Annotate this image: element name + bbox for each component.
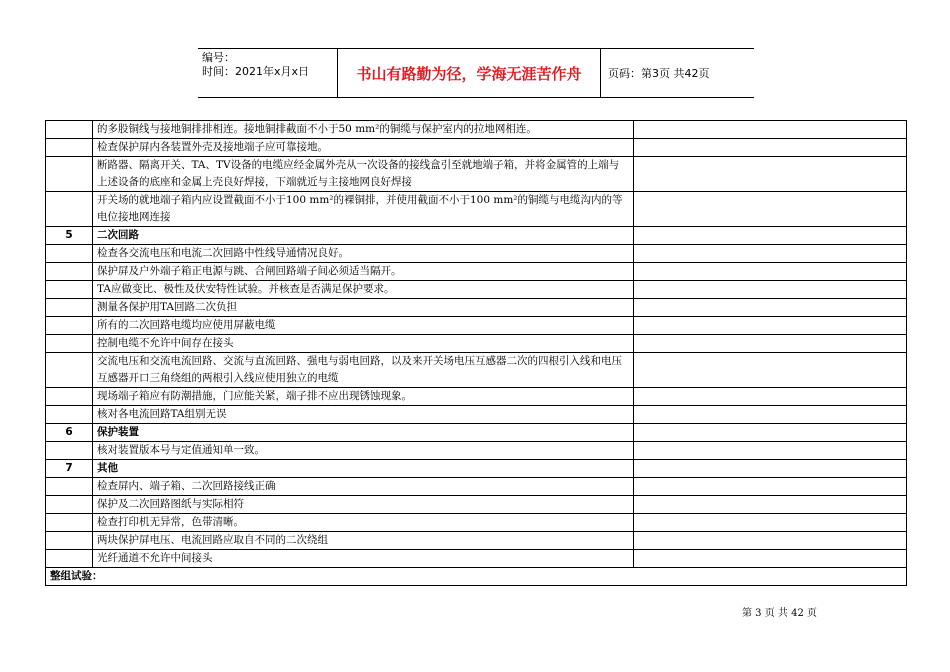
- header-page-number: 页码：第3页 共42页: [608, 67, 710, 80]
- table-row: [46, 478, 907, 496]
- result-cell: [634, 317, 907, 335]
- check-item-text: 保护屏及户外端子箱正电源与跳、合闸回路端子间必须适当隔开。: [93, 263, 634, 281]
- result-cell: [634, 227, 907, 245]
- result-cell: [634, 299, 907, 317]
- row-number: [46, 157, 93, 192]
- table-row: [46, 281, 907, 299]
- table-row: [46, 263, 907, 281]
- document-number-label: 编号：: [202, 51, 235, 64]
- check-item-text: 测量各保护用TA回路二次负担: [93, 299, 634, 317]
- check-item-text: 的多股铜线与接地铜排排相连。接地铜排截面不小于50 mm²的铜缆与保护室内的拉地网相连。: [93, 121, 634, 139]
- check-item-text: 保护及二次回路图纸与实际相符: [93, 496, 634, 514]
- row-number: [46, 299, 93, 317]
- check-item-text: 现场端子箱应有防潮措施，门应能关紧，端子排不应出现锈蚀现象。: [93, 388, 634, 406]
- result-cell: [634, 121, 907, 139]
- table-row: [46, 299, 907, 317]
- page-header: [198, 48, 754, 98]
- table-row: [46, 317, 907, 335]
- result-cell: [634, 263, 907, 281]
- table-row: [46, 353, 907, 388]
- row-number: [46, 496, 93, 514]
- table-row: [46, 514, 907, 532]
- result-cell: [634, 192, 907, 227]
- check-item-text: 断路器、隔离开关、TA、TV设备的电缆应经金属外壳从一次设备的接线盒引至就地端子箱，并将金属管的上端与上述设备的底座和金属上壳良好焊接，下端就近与主接地网良好焊接: [93, 157, 634, 192]
- result-cell: [634, 388, 907, 406]
- row-number: [46, 317, 93, 335]
- row-number: [46, 442, 93, 460]
- row-number: [46, 550, 93, 568]
- result-cell: [634, 478, 907, 496]
- row-number: [46, 353, 93, 388]
- row-number: [46, 335, 93, 353]
- row-number: [46, 388, 93, 406]
- result-cell: [634, 406, 907, 424]
- section-row: [46, 424, 907, 442]
- row-number: [46, 121, 93, 139]
- check-item-text: 控制电缆不允许中间存在接头: [93, 335, 634, 353]
- row-number: 6: [46, 424, 93, 442]
- check-item-text: 检查打印机无异常，色带清晰。: [93, 514, 634, 532]
- table-row: [46, 245, 907, 263]
- table-row: [46, 139, 907, 157]
- result-cell: [634, 442, 907, 460]
- result-cell: [634, 353, 907, 388]
- table-row: [46, 388, 907, 406]
- section-title: 其他: [93, 460, 634, 478]
- table-row: [46, 192, 907, 227]
- row-number: [46, 245, 93, 263]
- row-number: [46, 263, 93, 281]
- check-item-text: 两块保护屏电压、电流回路应取自不同的二次绕组: [93, 532, 634, 550]
- table-row: [46, 532, 907, 550]
- row-number: [46, 532, 93, 550]
- result-cell: [634, 460, 907, 478]
- check-item-text: 检查各交流电压和电流二次回路中性线导通情况良好。: [93, 245, 634, 263]
- section-title: 二次回路: [93, 227, 634, 245]
- table-row: [46, 121, 907, 139]
- page-footer: 第 3 页 共 42 页: [742, 608, 817, 619]
- checklist-table: [45, 120, 907, 586]
- section-row: [46, 460, 907, 478]
- section-row: [46, 227, 907, 245]
- row-number: [46, 406, 93, 424]
- check-item-text: 交流电压和交流电流回路、交流与直流回路、强电与弱电回路，以及来开关场电压互感器二次的四根引入线和电压互感器开口三角绕组的两根引入线应使用独立的电缆: [93, 353, 634, 388]
- row-number: [46, 192, 93, 227]
- check-item-text: 核对各电流回路TA组别无误: [93, 406, 634, 424]
- result-cell: [634, 514, 907, 532]
- footer-row: [46, 568, 907, 586]
- result-cell: [634, 157, 907, 192]
- result-cell: [634, 550, 907, 568]
- table-row: [46, 442, 907, 460]
- row-number: [46, 478, 93, 496]
- header-motto: 书山有路勤为径，学海无涯苦作舟: [338, 49, 601, 97]
- row-number: [46, 281, 93, 299]
- table-row: [46, 550, 907, 568]
- integrated-test-label: 整组试验：: [46, 568, 907, 586]
- document-date: 时间：2021年x月x日: [202, 65, 310, 78]
- table-row: [46, 496, 907, 514]
- row-number: 5: [46, 227, 93, 245]
- check-item-text: 所有的二次回路电缆均应使用屏蔽电缆: [93, 317, 634, 335]
- result-cell: [634, 424, 907, 442]
- row-number: [46, 139, 93, 157]
- header-meta: [198, 49, 338, 97]
- section-title: 保护装置: [93, 424, 634, 442]
- table-row: [46, 335, 907, 353]
- table-row: [46, 406, 907, 424]
- result-cell: [634, 496, 907, 514]
- check-item-text: 检查屏内、端子箱、二次回路接线正确: [93, 478, 634, 496]
- check-item-text: 核对装置版本号与定值通知单一致。: [93, 442, 634, 460]
- result-cell: [634, 335, 907, 353]
- result-cell: [634, 532, 907, 550]
- check-item-text: TA应做变比、极性及伏安特性试验。并核查是否满足保护要求。: [93, 281, 634, 299]
- row-number: 7: [46, 460, 93, 478]
- result-cell: [634, 245, 907, 263]
- check-item-text: 开关场的就地端子箱内应设置截面不小于100 mm²的裸铜排，并使用截面不小于100 mm²的铜缆与电缆沟内的等电位接地网连接: [93, 192, 634, 227]
- check-item-text: 检查保护屏内各装置外壳及接地端子应可靠接地。: [93, 139, 634, 157]
- row-number: [46, 514, 93, 532]
- result-cell: [634, 139, 907, 157]
- check-item-text: 光纤通道不允许中间接头: [93, 550, 634, 568]
- table-row: [46, 157, 907, 192]
- result-cell: [634, 281, 907, 299]
